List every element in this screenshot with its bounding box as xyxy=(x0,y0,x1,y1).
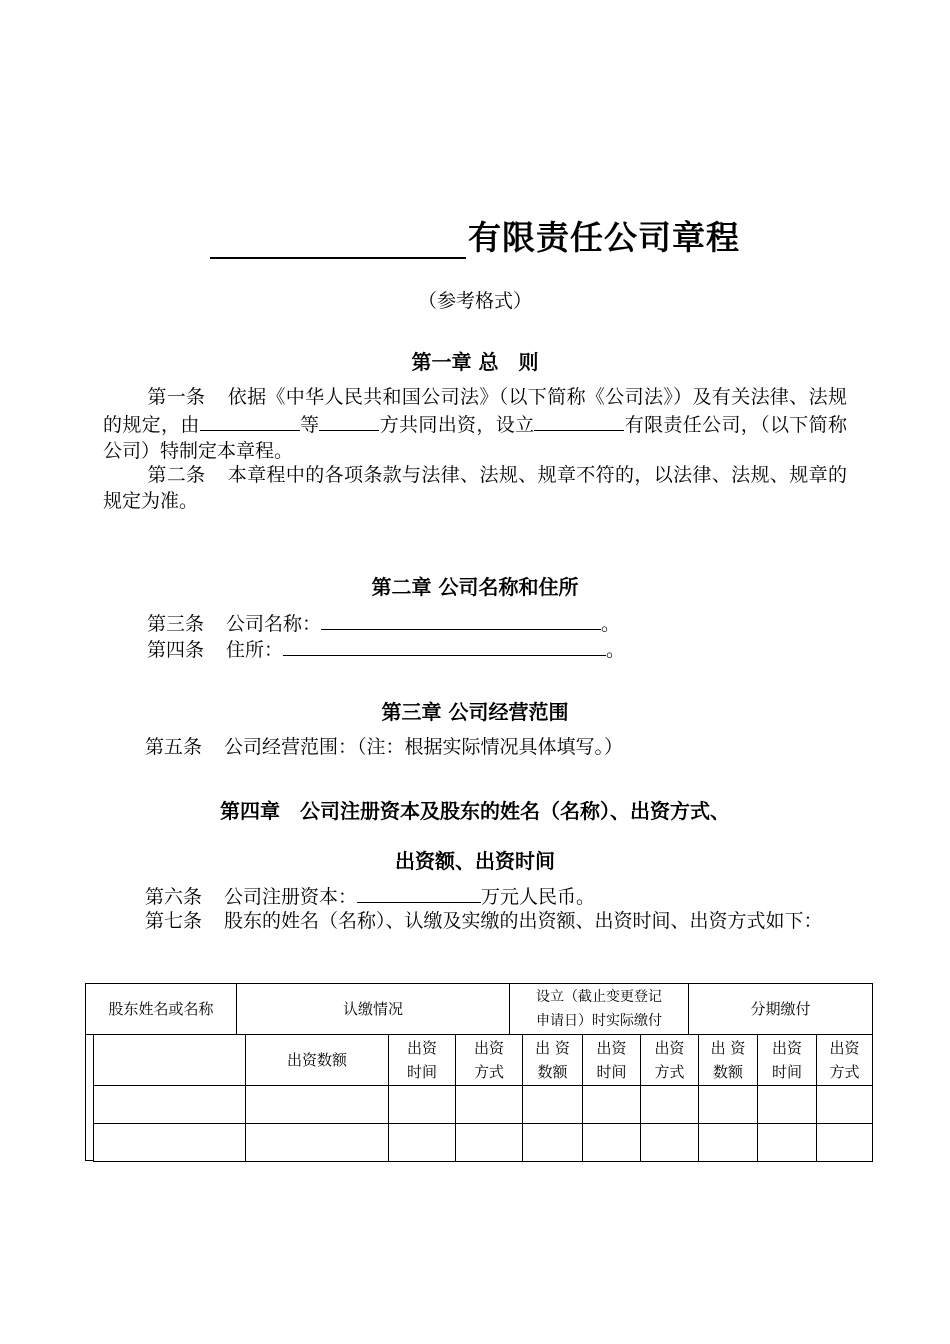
sub-header-time-l2: 时间 xyxy=(406,1062,437,1081)
article1-part4: 有限责任公司，（以下简称公司）特制定本章程。 xyxy=(103,414,847,462)
sub-header-inst-method xyxy=(817,1035,873,1085)
sub-header-paid-amount-l1: 出 资 xyxy=(535,1038,570,1057)
document-title xyxy=(0,212,950,259)
table-cell[interactable] xyxy=(389,1085,456,1123)
table-left-rule xyxy=(85,1035,86,1161)
sub-header-inst-method-l2: 方式 xyxy=(829,1062,860,1081)
subtitle: （参考格式） xyxy=(417,290,532,312)
chapter1-heading: 第一章 总 则 xyxy=(411,350,539,374)
table-cell[interactable] xyxy=(699,1085,758,1123)
sub-header-inst-amount-l1: 出 资 xyxy=(710,1038,746,1057)
chapter4-heading-line1: 第四章 公司注册资本及股东的姓名（名称）、出资方式、 xyxy=(220,799,730,823)
article5-label: 第五条 xyxy=(145,736,203,758)
header-shareholder-name: 股东姓名或名称 xyxy=(86,984,237,1035)
article6-end: 万元人民币。 xyxy=(481,886,596,908)
table-cell[interactable] xyxy=(699,1123,758,1161)
chapter2-heading: 第二章 公司名称和住所 xyxy=(371,575,579,599)
article6-label: 第六条 xyxy=(145,886,203,908)
table-cell[interactable] xyxy=(94,1085,246,1123)
sub-header-method xyxy=(456,1035,523,1085)
sub-header-paid-method-l2: 方式 xyxy=(654,1062,685,1081)
contribution-table-header xyxy=(85,983,873,1035)
article5 xyxy=(145,734,623,760)
article7-text: 股东的姓名（名称）、认缴及实缴的出资额、出资时间、出资方式如下： xyxy=(224,910,823,932)
table-cell[interactable] xyxy=(583,1123,641,1161)
sub-header-paid-method-l1: 出资 xyxy=(654,1038,685,1057)
table-cell[interactable] xyxy=(817,1085,873,1123)
article1-part1: 依据《中华人民共和国公司法》（以下简称《公司法》）及有关法律、法规的规定，由 xyxy=(103,386,847,436)
table-cell[interactable] xyxy=(246,1085,389,1123)
table-cell[interactable] xyxy=(246,1123,389,1161)
sub-header-time-l1: 出资 xyxy=(406,1038,437,1057)
table-cell[interactable] xyxy=(523,1123,583,1161)
article3-label: 第三条 xyxy=(147,613,205,635)
sub-header-paid-time-l2: 时间 xyxy=(596,1062,627,1081)
registered-capital-field[interactable] xyxy=(357,882,481,903)
sub-header-inst-amount xyxy=(699,1035,758,1085)
table-cell[interactable] xyxy=(758,1123,817,1161)
sub-header-paid-time-l1: 出资 xyxy=(596,1038,627,1057)
article1-part3: 方共同出资，设立 xyxy=(379,414,535,436)
article2-text: 本章程中的各项条款与法律、法规、规章不符的，以法律、法规、规章的规定为准。 xyxy=(103,464,847,512)
table-cell[interactable] xyxy=(641,1085,699,1123)
article2 xyxy=(103,462,847,514)
contribution-table xyxy=(93,1035,873,1162)
sub-header-paid-amount xyxy=(523,1035,583,1085)
article1-part2: 等 xyxy=(299,414,320,436)
table-row xyxy=(94,1123,873,1161)
article3-text: 公司名称： xyxy=(226,613,322,635)
table-cell[interactable] xyxy=(817,1123,873,1161)
table-cell[interactable] xyxy=(456,1085,523,1123)
article1-label: 第一条 xyxy=(147,386,206,408)
header-installment: 分期缴付 xyxy=(689,984,873,1035)
article4 xyxy=(147,635,625,663)
header-actual-paid-line1: 设立（截止变更登记 xyxy=(536,989,662,1005)
sub-header-paid-method xyxy=(641,1035,699,1085)
sub-header-inst-time xyxy=(758,1035,817,1085)
chapter4-heading-line2: 出资额、出资时间 xyxy=(395,849,555,873)
company-name-field[interactable] xyxy=(321,609,601,630)
header-actual-paid xyxy=(510,984,689,1035)
table-cell[interactable] xyxy=(94,1123,246,1161)
article3 xyxy=(147,609,620,637)
article6-text: 公司注册资本： xyxy=(224,886,358,908)
chapter3-heading: 第三章 公司经营范围 xyxy=(381,700,569,724)
article5-text: 公司经营范围：（注：根据实际情况具体填写。） xyxy=(224,736,624,758)
title-text: 有限责任公司章程 xyxy=(468,218,740,257)
sub-header-inst-time-l2: 时间 xyxy=(771,1062,802,1081)
sub-header-paid-time xyxy=(583,1035,641,1085)
company-name-blank[interactable] xyxy=(210,221,466,259)
table-cell[interactable] xyxy=(641,1123,699,1161)
article7 xyxy=(103,908,847,934)
sub-header-inst-method-l1: 出资 xyxy=(829,1038,860,1057)
address-field[interactable] xyxy=(283,635,606,656)
article7-label: 第七条 xyxy=(145,910,203,932)
header-subscribed: 认缴情况 xyxy=(237,984,510,1035)
sub-header-time xyxy=(389,1035,456,1085)
sub-header-empty xyxy=(94,1035,246,1085)
article4-label: 第四条 xyxy=(147,639,205,661)
table-cell[interactable] xyxy=(758,1085,817,1123)
article3-end: 。 xyxy=(601,613,621,635)
shareholder-blank[interactable] xyxy=(200,410,300,431)
sub-header-inst-time-l1: 出资 xyxy=(771,1038,802,1057)
article2-label: 第二条 xyxy=(147,464,206,486)
header-actual-paid-line2: 申请日）时实际缴付 xyxy=(536,1013,662,1029)
article4-end: 。 xyxy=(606,639,626,661)
table-cell[interactable] xyxy=(389,1123,456,1161)
sub-header-method-l2: 方式 xyxy=(473,1062,504,1081)
table-row xyxy=(94,1085,873,1123)
sub-header-paid-amount-l2: 数额 xyxy=(537,1062,568,1081)
sub-header-amount: 出资数额 xyxy=(246,1035,389,1085)
sub-header-inst-amount-l2: 数额 xyxy=(712,1062,743,1081)
article4-text: 住所： xyxy=(226,639,284,661)
article1 xyxy=(103,384,847,464)
party-count-blank[interactable] xyxy=(319,410,379,431)
table-cell[interactable] xyxy=(523,1085,583,1123)
table-cell[interactable] xyxy=(456,1123,523,1161)
company-blank[interactable] xyxy=(534,410,624,431)
sub-header-method-l1: 出资 xyxy=(473,1038,504,1057)
article6 xyxy=(145,882,595,910)
table-bottom-rule xyxy=(85,1160,93,1161)
table-cell[interactable] xyxy=(583,1085,641,1123)
